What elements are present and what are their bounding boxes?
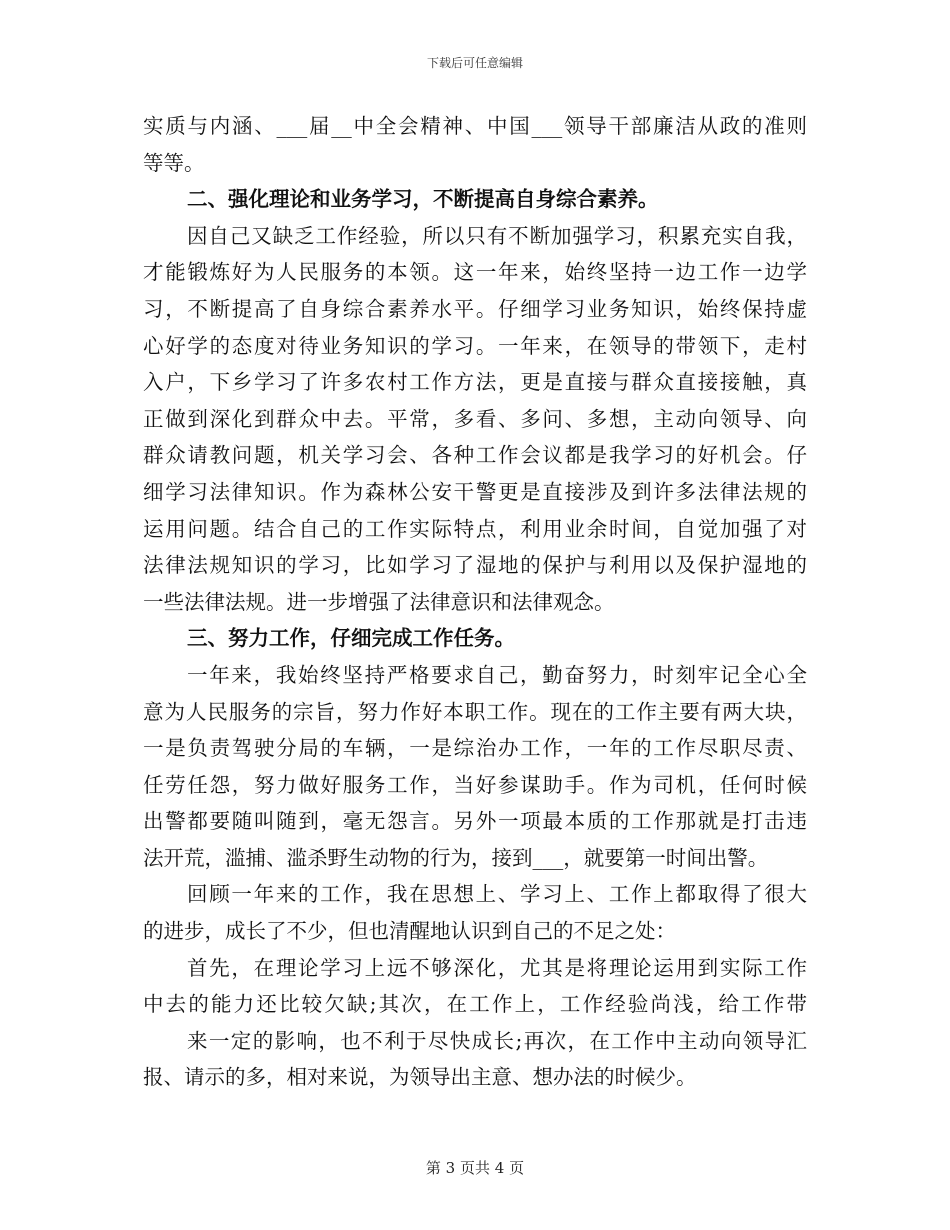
page-header: 下载后可任意编辑: [426, 56, 523, 70]
body-line: 出警都要随叫随到，毫无怨言。另外一项最本质的工作那就是打击违: [143, 809, 807, 834]
body-line: 习，不断提高了自身综合素养水平。仔细学习业务知识，始终保持虚: [143, 296, 807, 321]
body-line: 中去的能力还比较欠缺;其次，在工作上，工作经验尚浅，给工作带: [143, 992, 807, 1017]
body-line: 正做到深化到群众中去。平常，多看、多问、多想，主动向领导、向: [143, 406, 807, 431]
body-line: 回顾一年来的工作，我在思想上、学习上、工作上都取得了很大: [187, 882, 807, 907]
section-heading: 二、强化理论和业务学习，不断提高自身综合素养。: [187, 187, 659, 212]
body-line: 法开荒，滥捕、滥杀野生动物的行为，接到___，就要第一时间出警。: [143, 845, 769, 870]
body-line: 因自己又缺乏工作经验，所以只有不断加强学习，积累充实自我，: [187, 223, 807, 248]
body-line: 实质与内涵、___届__中全会精神、中国___领导干部廉洁从政的准则: [143, 114, 807, 138]
body-line: 首先，在理论学习上远不够深化，尤其是将理论运用到实际工作: [187, 955, 807, 980]
body-line: 心好学的态度对待业务知识的学习。一年来，在领导的带领下，走村: [143, 333, 807, 358]
body-line: 一是负责驾驶分局的车辆，一是综治办工作，一年的工作尽职尽责、: [143, 736, 807, 761]
body-line: 一年来，我始终坚持严格要求自己，勤奋努力，时刻牢记全心全: [187, 662, 807, 687]
body-line: 的进步，成长了不少，但也清醒地认识到自己的不足之处：: [143, 919, 676, 944]
body-line: 等等。: [143, 150, 205, 175]
body-line: 法律法规知识的学习，比如学习了湿地的保护与利用以及保护湿地的: [143, 553, 807, 578]
body-line: 运用问题。结合自己的工作实际特点，利用业余时间，自觉加强了对: [143, 516, 807, 541]
body-line: 任劳任怨，努力做好服务工作，当好参谋助手。作为司机，任何时候: [143, 772, 807, 797]
body-line: 意为人民服务的宗旨，努力作好本职工作。现在的工作主要有两大块，: [143, 699, 807, 724]
page-number: 第 3 页共 4 页: [425, 1159, 525, 1177]
body-line: 群众请教问题，机关学习会、各种工作会议都是我学习的好机会。仔: [143, 443, 807, 468]
body-line: 报、请示的多，相对来说，为领导出主意、想办法的时候少。: [143, 1065, 697, 1090]
body-line: 入户，下乡学习了许多农村工作方法，更是直接与群众直接接触，真: [143, 370, 807, 395]
body-line: 才能锻炼好为人民服务的本领。这一年来，始终坚持一边工作一边学: [143, 260, 807, 285]
body-line: 来一定的影响，也不利于尽快成长;再次，在工作中主动向领导汇: [187, 1028, 807, 1053]
section-heading: 三、努力工作，仔细完成工作任务。: [187, 626, 515, 651]
body-line: 细学习法律知识。作为森林公安干警更是直接涉及到许多法律法规的: [143, 479, 807, 504]
body-line: 一些法律法规。进一步增强了法律意识和法律观念。: [143, 589, 615, 614]
document-body: [143, 108, 807, 1096]
